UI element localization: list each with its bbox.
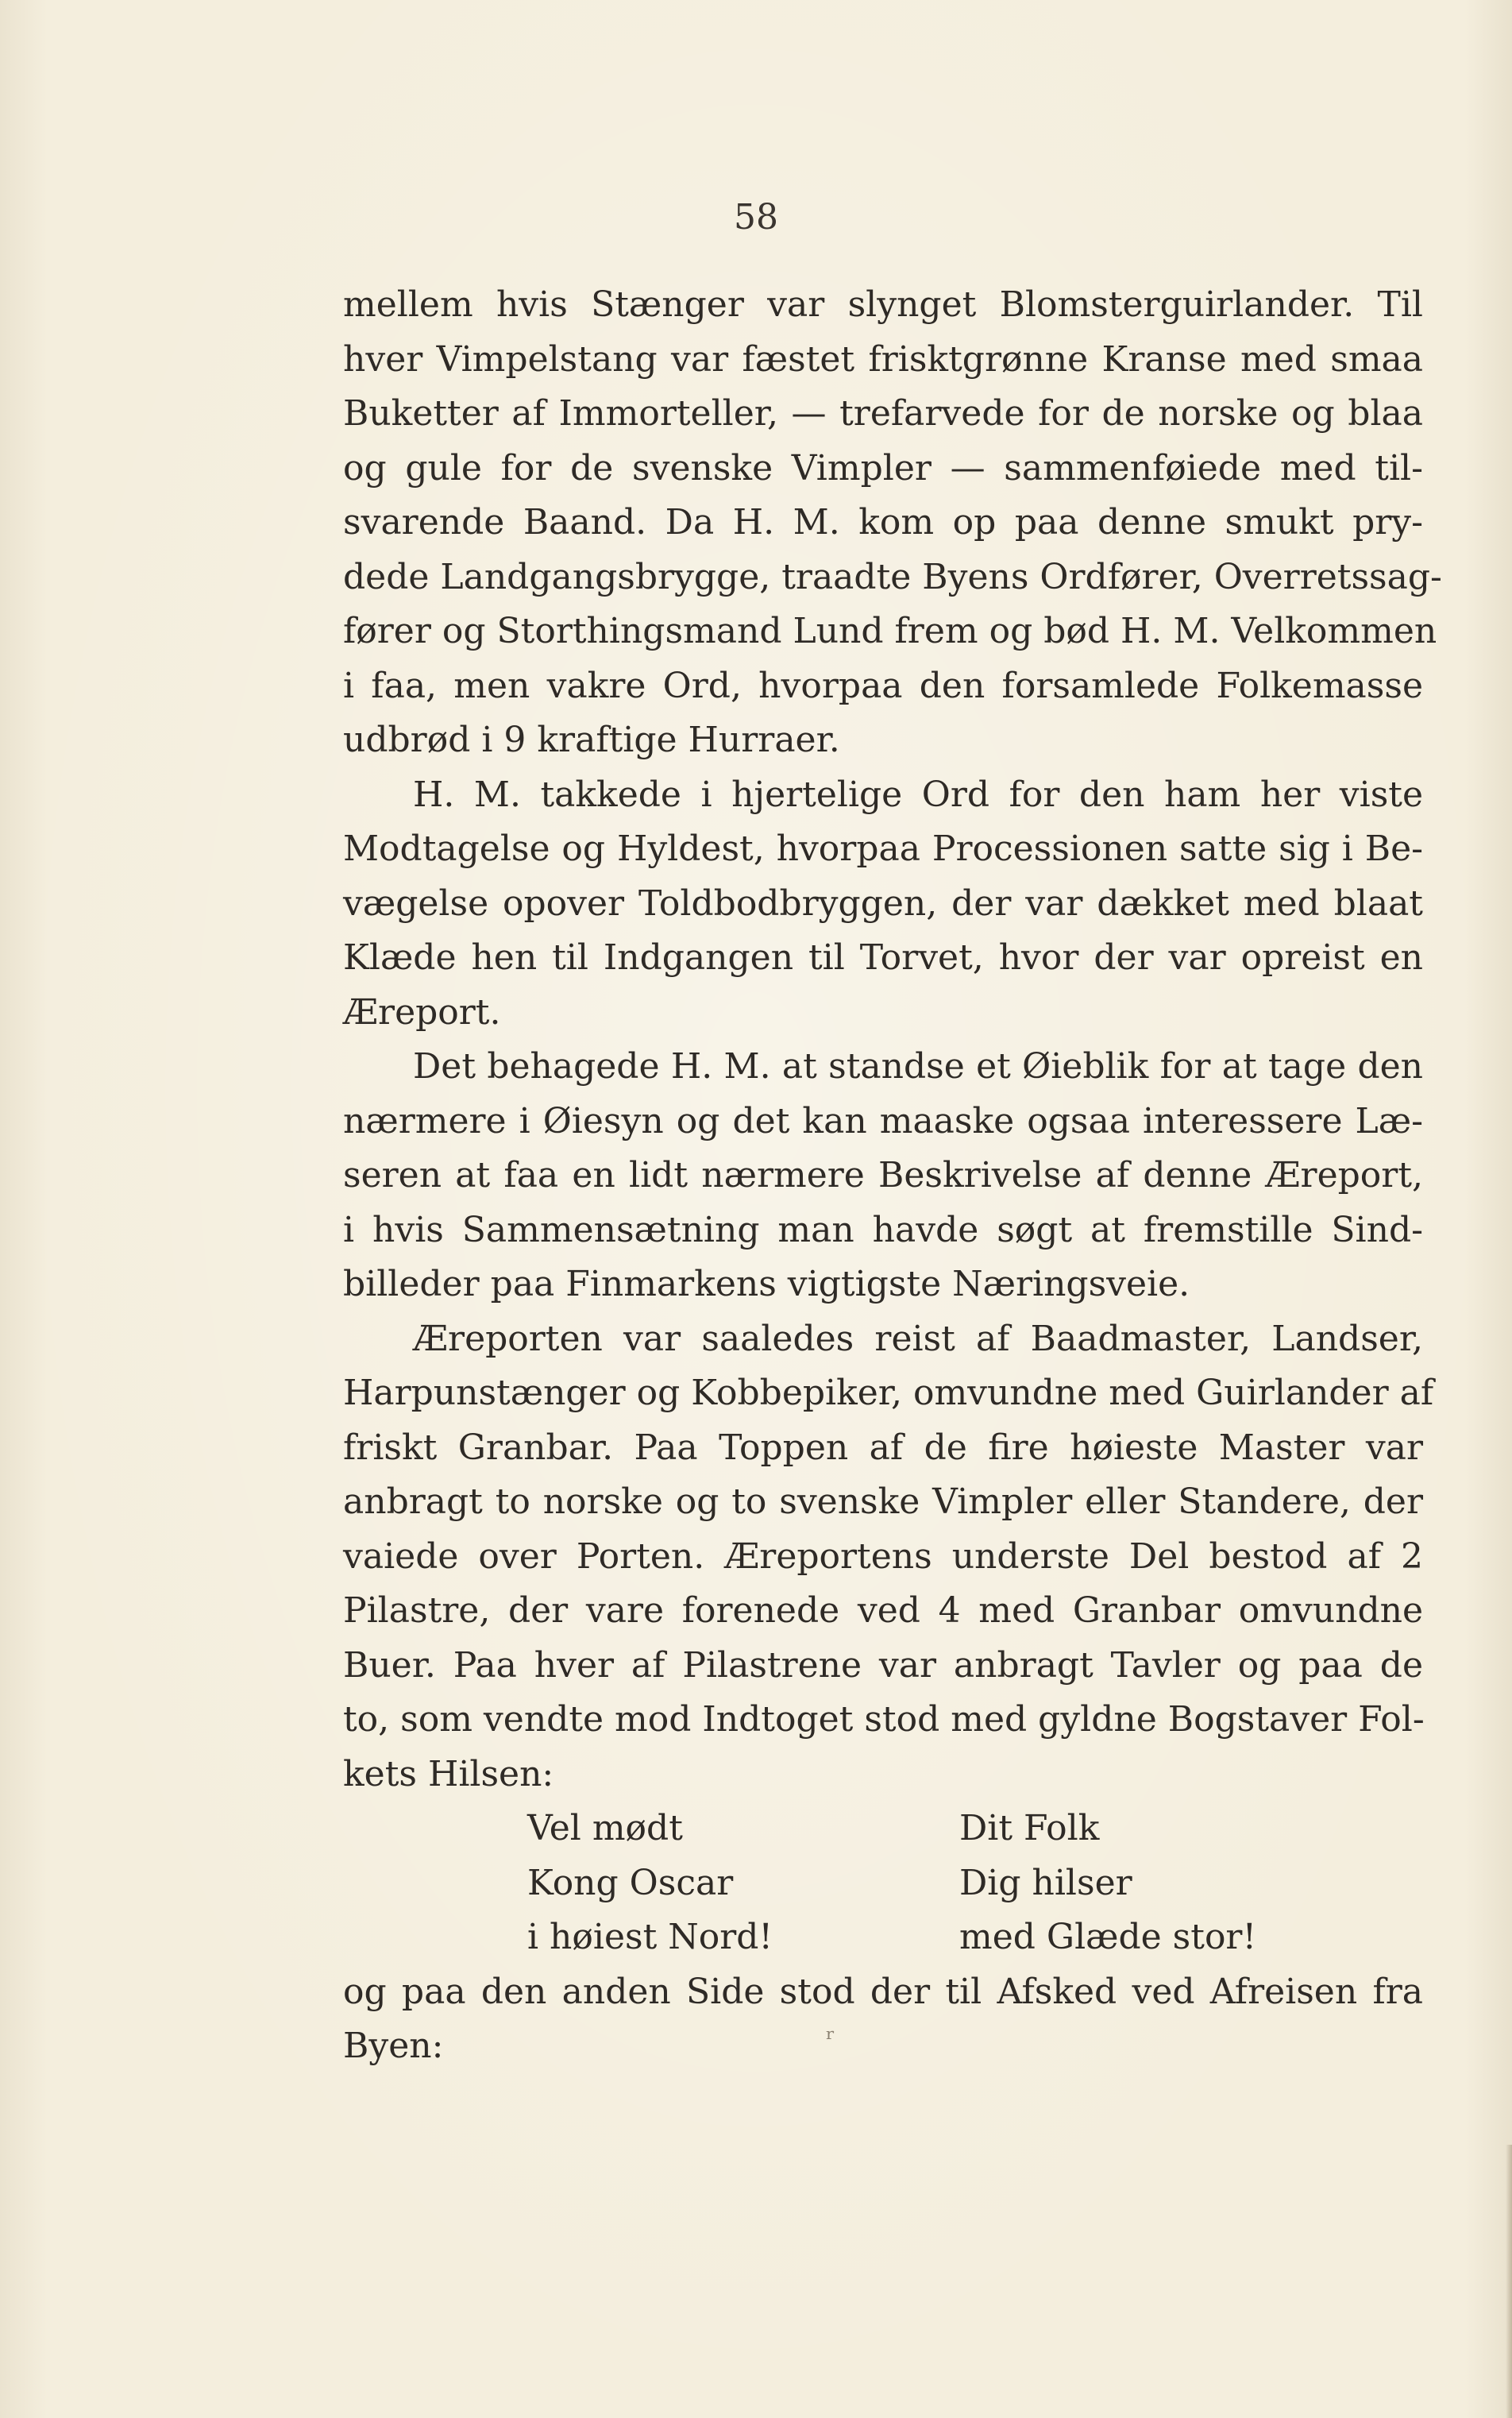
verse-right: Dig hilser xyxy=(959,1862,1132,1903)
verse-left: Vel mødt xyxy=(527,1808,683,1848)
text-line: svarende Baand. Da H. M. kom op paa denne smukt pry- xyxy=(343,502,1423,543)
text-line: Klæde hen til Indgangen til Torvet, hvor der var opreist en xyxy=(343,937,1423,978)
text-line: Buketter af Immorteller, — trefarvede for de norske og blaa xyxy=(343,393,1423,434)
verse-right: Dit Folk xyxy=(959,1808,1100,1848)
text-line: fører og Storthingsmand Lund frem og bød H. M. Velkommen xyxy=(343,611,1437,651)
text-line: Harpunstænger og Kobbepiker, omvundne med Guirlander af xyxy=(343,1373,1434,1413)
text-line: i faa, men vakre Ord, hvorpaa den forsamlede Folkemasse xyxy=(343,665,1423,706)
ink-speck-icon: ʳ xyxy=(826,2023,835,2055)
text-line: Buer. Paa hver af Pilastrene var anbragt Tavler og paa de xyxy=(343,1644,1423,1686)
text-line: hver Vimpelstang var fæstet frisktgrønne Kranse med smaa xyxy=(343,338,1423,380)
text-line: Byen: xyxy=(343,2026,444,2066)
text-line: udbrød i 9 kraftige Hurraer. xyxy=(343,720,840,760)
page-number: 58 xyxy=(734,197,778,238)
text-line: seren at faa en lidt nærmere Beskrivelse af denne Æreport, xyxy=(343,1155,1423,1195)
verse-right: med Glæde stor! xyxy=(959,1917,1257,1957)
text-line: og gule for de svenske Vimpler — sammenføiede med til- xyxy=(343,447,1423,489)
text-line: kets Hilsen: xyxy=(343,1753,554,1794)
text-line: Æreporten var saaledes reist af Baadmaster, Landser, xyxy=(413,1318,1423,1359)
text-line: i hvis Sammensætning man havde søgt at fremstille Sind- xyxy=(343,1209,1423,1250)
text-line: Pilastre, der vare forenede ved 4 med Granbar omvundne xyxy=(343,1590,1423,1631)
verse-row xyxy=(343,1802,1423,1856)
text-line: H. M. takkede i hjertelige Ord for den ham her viste xyxy=(413,774,1423,815)
text-line: billeder paa Finmarkens vigtigste Næringsveie. xyxy=(343,1264,1190,1304)
text-line: dede Landgangsbrygge, traadte Byens Ordfører, Overretssag- xyxy=(343,556,1442,597)
text-line: Det behagede H. M. at standse et Øieblik for at tage den xyxy=(413,1046,1423,1087)
verse-row xyxy=(343,1856,1423,1911)
body-text xyxy=(343,278,1442,2074)
text-line: og paa den anden Side stod der til Afsked ved Afreisen fra xyxy=(343,1971,1423,2012)
text-line: to, som vendte mod Indtoget stod med gyldne Bogstaver Fol- xyxy=(343,1699,1425,1740)
text-line: Æreport. xyxy=(343,991,501,1033)
text-line: anbragt to norske og to svenske Vimpler eller Standere, der xyxy=(343,1481,1423,1522)
text-line: vaiede over Porten. Æreportens underste Del bestod af 2 xyxy=(343,1535,1423,1577)
verse-row xyxy=(343,1910,1423,1965)
verse-left: Kong Oscar xyxy=(527,1862,734,1903)
text-line: nærmere i Øiesyn og det kan maaske ogsaa interessere Læ- xyxy=(343,1100,1423,1141)
text-line: friskt Granbar. Paa Toppen af de fire høieste Master var xyxy=(343,1427,1423,1468)
page-edge-shadow xyxy=(1506,2145,1512,2418)
verse-left: i høiest Nord! xyxy=(527,1917,773,1957)
text-line: vægelse opover Toldbodbryggen, der var dækket med blaat xyxy=(343,883,1423,924)
text-line: Modtagelse og Hyldest, hvorpaa Processionen satte sig i Be- xyxy=(343,829,1423,869)
text-line: mellem hvis Stænger var slynget Blomsterguirlander. Til xyxy=(343,284,1423,325)
